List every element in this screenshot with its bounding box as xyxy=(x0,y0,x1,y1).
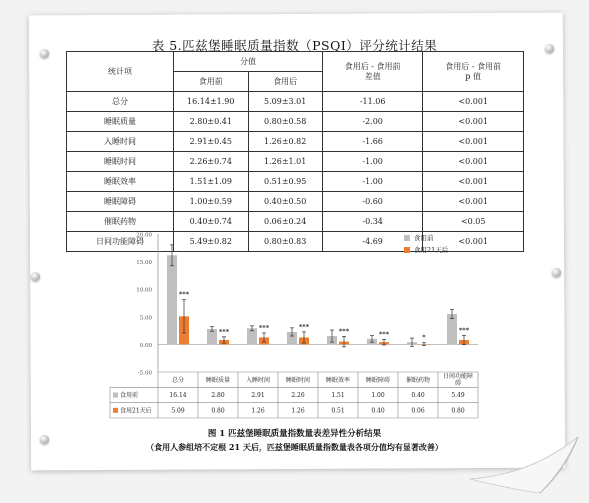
row-label: 睡眠时间 xyxy=(67,152,174,172)
pin-mid-right xyxy=(552,268,561,277)
cell-after: 5.09±3.01 xyxy=(248,92,322,112)
table-row xyxy=(67,152,524,172)
cell-after: 0.40±0.50 xyxy=(248,192,322,212)
cell-after: 0.80±0.83 xyxy=(248,232,322,252)
header-p-line1: 食用后 - 食用前 xyxy=(445,62,502,72)
row-label: 睡眠效率 xyxy=(67,172,174,192)
header-diff xyxy=(322,52,423,92)
data-value-label: 1.26 xyxy=(251,407,265,415)
pin-mid-left xyxy=(31,272,40,281)
row-label: 睡眠障碍 xyxy=(67,192,174,212)
category-label: 睡眠时间 xyxy=(285,377,311,385)
cell-after: 1.26±1.01 xyxy=(248,152,322,172)
table-row xyxy=(67,172,524,192)
row-label: 日间功能障碍 xyxy=(67,232,174,252)
data-value-label: 5.49 xyxy=(451,392,465,400)
header-score: 分值 xyxy=(174,52,323,72)
significance-mark: *** xyxy=(298,322,310,331)
data-value-label: 1.51 xyxy=(331,392,345,400)
legend-key xyxy=(404,247,410,253)
cell-diff: -1.00 xyxy=(322,152,423,172)
header-diff-line1: 食用后 - 食用前 xyxy=(344,62,401,72)
data-value-label: 16.14 xyxy=(169,392,187,400)
y-tick-label: -5.00 xyxy=(137,370,152,377)
table-title: 表 5.匹兹堡睡眠质量指数（PSQI）评分统计结果 xyxy=(151,38,438,53)
significance-mark: *** xyxy=(458,326,470,335)
cell-before: 2.26±0.74 xyxy=(174,152,248,172)
psqi-bar-chart xyxy=(108,226,488,426)
table-legend-label: 食用前 xyxy=(120,392,139,400)
bar-before xyxy=(167,255,177,344)
table-row xyxy=(67,132,524,152)
significance-mark: *** xyxy=(178,290,190,299)
legend-label: 食用前 xyxy=(414,234,434,242)
legend-label: 食用21天后 xyxy=(414,246,449,254)
header-after: 食用后 xyxy=(248,72,322,92)
legend-key xyxy=(404,235,410,241)
table-legend-key xyxy=(113,408,118,413)
y-tick-label: 20.00 xyxy=(136,232,152,239)
header-diff-line2: 差值 xyxy=(364,71,381,81)
category-label: 碍 xyxy=(454,380,462,387)
cell-after: 0.80±0.58 xyxy=(248,112,322,132)
cell-after: 0.06±0.24 xyxy=(248,212,322,232)
category-label: 总分 xyxy=(171,377,185,385)
cell-p: <0.001 xyxy=(423,92,524,112)
cell-diff: -11.06 xyxy=(322,92,423,112)
category-label: 睡眠效率 xyxy=(325,377,351,385)
cell-p: <0.05 xyxy=(423,212,524,232)
cell-after: 1.26±0.82 xyxy=(248,132,322,152)
table-legend-label: 食用21天后 xyxy=(120,407,152,415)
data-value-label: 0.06 xyxy=(411,407,425,415)
significance-mark: *** xyxy=(218,327,230,336)
figure-caption: 图 1 匹兹堡睡眠质量指数量表差异性分析结果 xyxy=(207,429,382,439)
table-row xyxy=(67,112,524,132)
y-tick-label: 10.00 xyxy=(136,287,152,294)
header-before: 食用前 xyxy=(174,72,248,92)
cell-before: 1.00±0.59 xyxy=(174,192,248,212)
table-row xyxy=(67,192,524,212)
category-label: 睡眠质量 xyxy=(205,377,231,385)
data-value-label: 0.80 xyxy=(451,407,465,415)
cell-p: <0.001 xyxy=(423,112,524,132)
table-legend-key xyxy=(113,393,118,398)
significance-mark: *** xyxy=(378,330,390,339)
data-value-label: 0.80 xyxy=(211,407,225,415)
cell-diff: -1.66 xyxy=(322,132,423,152)
cell-p: <0.001 xyxy=(423,132,524,152)
row-label: 入睡时间 xyxy=(67,132,174,152)
data-value-label: 0.51 xyxy=(331,407,345,415)
header-item: 统计项 xyxy=(67,52,174,92)
figure-note: （食用人参组培不定根 21 天后，匹兹堡睡眠质量指数量表各项分值均有显著改善） xyxy=(146,442,443,452)
row-label: 催眠药物 xyxy=(67,212,174,232)
data-value-label: 2.91 xyxy=(251,392,265,400)
header-p xyxy=(423,52,524,92)
data-value-label: 0.40 xyxy=(371,407,385,415)
row-label: 总分 xyxy=(67,92,174,112)
cell-before: 16.14±1.90 xyxy=(174,92,248,112)
cell-p: <0.001 xyxy=(423,192,524,212)
data-value-label: 0.40 xyxy=(411,392,425,400)
category-label: 催眠药物 xyxy=(405,377,431,385)
y-tick-label: 15.00 xyxy=(136,260,152,267)
significance-mark: *** xyxy=(338,327,350,336)
cell-after: 0.51±0.95 xyxy=(248,172,322,192)
y-tick-label: 0.00 xyxy=(139,342,152,349)
cell-before: 2.91±0.45 xyxy=(174,132,248,152)
y-tick-label: 5.00 xyxy=(139,315,152,322)
row-label: 睡眠质量 xyxy=(67,112,174,132)
data-value-label: 5.09 xyxy=(171,407,185,415)
cell-diff: -1.00 xyxy=(322,172,423,192)
cell-p: <0.001 xyxy=(423,152,524,172)
cell-p: <0.001 xyxy=(423,172,524,192)
psqi-table xyxy=(66,51,524,252)
cell-before: 5.49±0.82 xyxy=(174,232,248,252)
category-label: 睡眠障碍 xyxy=(365,377,391,385)
cell-diff: -0.60 xyxy=(322,192,423,212)
significance-mark: *** xyxy=(258,323,270,332)
significance-mark: * xyxy=(422,333,426,342)
data-value-label: 2.80 xyxy=(211,392,225,400)
header-p-line2: p 值 xyxy=(465,71,482,81)
table-row xyxy=(67,92,524,112)
cell-before: 2.80±0.41 xyxy=(174,112,248,132)
cell-diff: -2.00 xyxy=(322,112,423,132)
cell-before: 0.40±0.74 xyxy=(174,212,248,232)
cell-before: 1.51±1.09 xyxy=(174,172,248,192)
category-label: 日间功能障 xyxy=(442,373,474,380)
cell-p: <0.001 xyxy=(423,232,524,252)
data-value-label: 1.26 xyxy=(291,407,305,415)
data-value-label: 2.26 xyxy=(291,392,305,400)
data-value-label: 1.00 xyxy=(371,392,385,400)
cell-diff: -0.34 xyxy=(322,212,423,232)
category-label: 入睡时间 xyxy=(245,377,271,385)
cell-diff: -4.69 xyxy=(322,232,423,252)
